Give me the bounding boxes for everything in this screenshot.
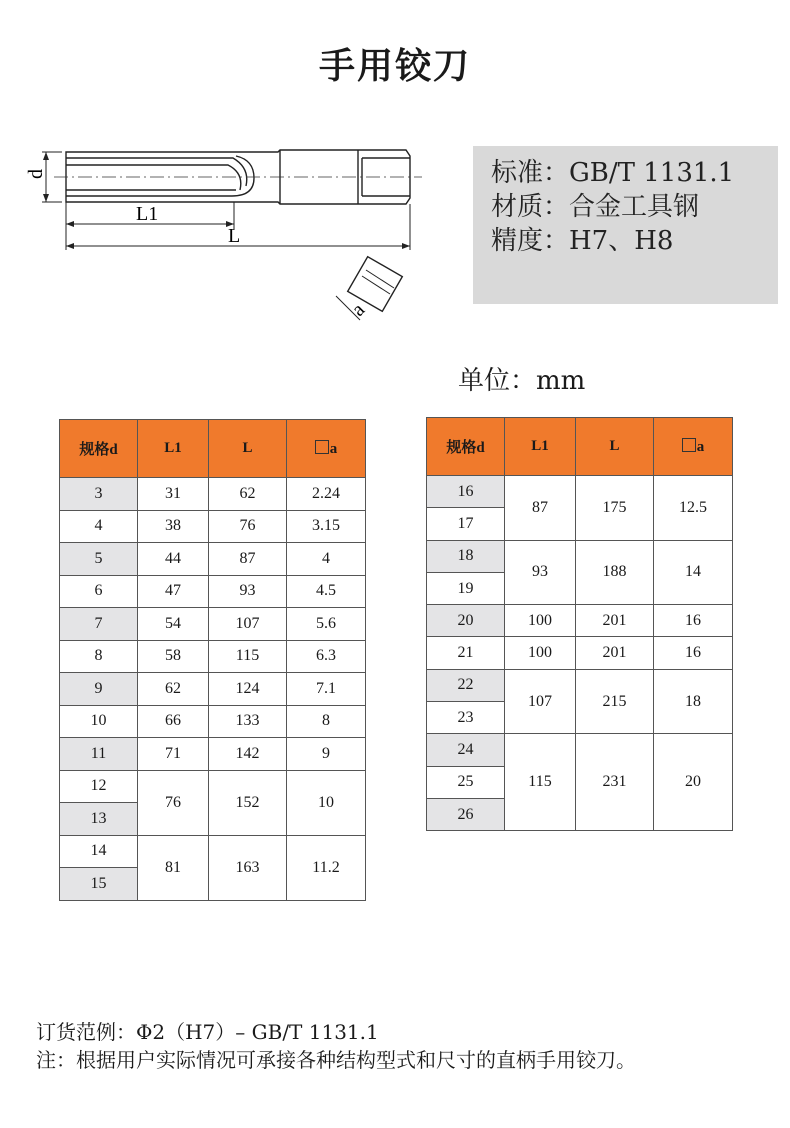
spec-box — [473, 146, 778, 304]
L1-cell: 66 — [138, 705, 209, 738]
dim-L1-label: L1 — [136, 203, 159, 225]
page-title: 手用铰刀 — [318, 46, 471, 87]
L1-cell: 76 — [138, 770, 209, 835]
L-cell: 76 — [209, 510, 287, 543]
L-cell: 87 — [209, 543, 287, 576]
a-cell: 11.2 — [287, 835, 366, 900]
size-cell: 23 — [427, 702, 505, 734]
a-cell: 3.15 — [287, 510, 366, 543]
L1-cell: 100 — [505, 637, 576, 669]
L-cell: 231 — [576, 734, 654, 831]
size-cell: 20 — [427, 605, 505, 637]
L-cell: 62 — [209, 478, 287, 511]
size-cell: 19 — [427, 572, 505, 604]
table-row — [60, 478, 366, 511]
size-cell: 14 — [60, 835, 138, 868]
L1-cell: 81 — [138, 835, 209, 900]
header-L1: L1 — [138, 420, 209, 478]
L-cell: 115 — [209, 640, 287, 673]
a-cell: 4.5 — [287, 575, 366, 608]
size-cell: 4 — [60, 510, 138, 543]
header-size: 规格d — [427, 418, 505, 476]
header-size: 规格d — [60, 420, 138, 478]
dim-L-label: L — [228, 225, 241, 247]
L1-cell: 71 — [138, 738, 209, 771]
dim-a-label: a — [347, 298, 370, 321]
spec-material: 材质：合金工具钢 — [491, 192, 700, 222]
size-cell: 11 — [60, 738, 138, 771]
table-row — [60, 543, 366, 576]
L-cell: 201 — [576, 605, 654, 637]
size-cell: 17 — [427, 508, 505, 540]
L-cell: 133 — [209, 705, 287, 738]
size-cell: 21 — [427, 637, 505, 669]
a-cell: 2.24 — [287, 478, 366, 511]
L-cell: 201 — [576, 637, 654, 669]
L1-cell: 115 — [505, 734, 576, 831]
table-row — [60, 770, 366, 803]
footer-note: 注：根据用户实际情况可承接各种结构型式和尺寸的直柄手用铰刀。 — [36, 1048, 636, 1072]
size-cell: 26 — [427, 798, 505, 830]
L1-cell: 93 — [505, 540, 576, 605]
header-L: L — [209, 420, 287, 478]
L1-cell: 62 — [138, 673, 209, 706]
L1-cell: 44 — [138, 543, 209, 576]
size-cell: 9 — [60, 673, 138, 706]
a-cell: 5.6 — [287, 608, 366, 641]
a-cell: 9 — [287, 738, 366, 771]
size-cell: 8 — [60, 640, 138, 673]
size-cell: 15 — [60, 868, 138, 901]
a-cell: 20 — [654, 734, 733, 831]
L-cell: 215 — [576, 669, 654, 734]
size-cell: 13 — [60, 803, 138, 836]
a-cell: 18 — [654, 669, 733, 734]
a-cell: 16 — [654, 605, 733, 637]
spec-standard: 标准：GB/T 1131.1 — [491, 158, 735, 188]
size-cell: 3 — [60, 478, 138, 511]
L-cell: 124 — [209, 673, 287, 706]
table-row — [60, 510, 366, 543]
L-cell: 142 — [209, 738, 287, 771]
size-cell: 22 — [427, 669, 505, 701]
table-row — [427, 637, 733, 669]
size-cell: 16 — [427, 476, 505, 508]
size-cell: 6 — [60, 575, 138, 608]
L1-cell: 107 — [505, 669, 576, 734]
table-row — [60, 608, 366, 641]
table-row — [60, 835, 366, 868]
L-cell: 163 — [209, 835, 287, 900]
table-row — [60, 673, 366, 706]
spec-precision: 精度：H7、H8 — [491, 226, 674, 256]
a-cell: 10 — [287, 770, 366, 835]
L1-cell: 31 — [138, 478, 209, 511]
L1-cell: 58 — [138, 640, 209, 673]
a-cell: 8 — [287, 705, 366, 738]
L1-cell: 54 — [138, 608, 209, 641]
square-icon — [682, 438, 696, 452]
unit-label: 单位：mm — [458, 366, 586, 396]
table-row — [427, 605, 733, 637]
a-cell: 4 — [287, 543, 366, 576]
size-cell: 5 — [60, 543, 138, 576]
header-L1: L1 — [505, 418, 576, 476]
size-table-right — [426, 417, 733, 831]
size-cell: 18 — [427, 540, 505, 572]
table-row — [427, 540, 733, 572]
L1-cell: 87 — [505, 476, 576, 541]
size-cell: 12 — [60, 770, 138, 803]
a-cell: 16 — [654, 637, 733, 669]
table-row — [60, 640, 366, 673]
header-a: a — [287, 420, 366, 478]
L-cell: 152 — [209, 770, 287, 835]
header-L: L — [576, 418, 654, 476]
size-cell: 25 — [427, 766, 505, 798]
dim-d-label: d — [25, 169, 47, 179]
table-row — [60, 705, 366, 738]
a-cell: 7.1 — [287, 673, 366, 706]
order-example: 订货范例：Φ2（H7）– GB/T 1131.1 — [36, 1020, 379, 1044]
L-cell: 93 — [209, 575, 287, 608]
L-cell: 175 — [576, 476, 654, 541]
table-row — [427, 476, 733, 508]
L1-cell: 47 — [138, 575, 209, 608]
a-cell: 12.5 — [654, 476, 733, 541]
L1-cell: 38 — [138, 510, 209, 543]
table-row — [427, 669, 733, 701]
a-cell: 6.3 — [287, 640, 366, 673]
table-row — [60, 738, 366, 771]
size-cell: 10 — [60, 705, 138, 738]
table-row — [427, 734, 733, 766]
reamer-drawing — [18, 138, 438, 338]
table-row — [60, 575, 366, 608]
header-a: a — [654, 418, 733, 476]
L-cell: 107 — [209, 608, 287, 641]
square-icon — [315, 440, 329, 454]
L-cell: 188 — [576, 540, 654, 605]
a-cell: 14 — [654, 540, 733, 605]
size-cell: 7 — [60, 608, 138, 641]
size-cell: 24 — [427, 734, 505, 766]
size-table-left — [59, 419, 366, 901]
L1-cell: 100 — [505, 605, 576, 637]
